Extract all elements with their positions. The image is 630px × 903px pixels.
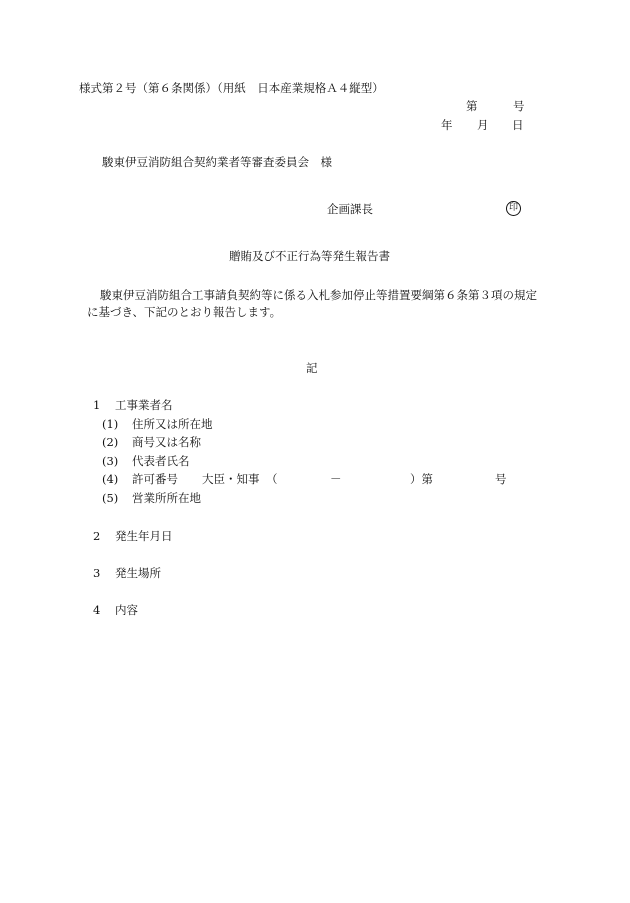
item-1-number: 1 — [93, 398, 101, 412]
sub-item-2-label: 商号又は名称 — [132, 435, 201, 449]
sub-item-4-label: 許可番号 — [132, 472, 178, 486]
sub-item-5-label: 営業所所在地 — [132, 491, 201, 505]
number-dai: 第 — [466, 99, 478, 113]
sender-title: 企画課長 — [327, 202, 373, 216]
sub-item-2-number: (2) — [102, 435, 119, 449]
item-3-number: 3 — [93, 566, 101, 580]
ki-label: 記 — [306, 361, 318, 375]
item-4-number: 4 — [93, 603, 101, 617]
body-line-2: に基づき、下記のとおり報告します。 — [87, 305, 282, 319]
item-1-label: 工事業者名 — [115, 398, 173, 412]
sub-item-4-go: 号 — [495, 472, 507, 486]
number-go: 号 — [513, 99, 525, 113]
sub-item-4-close-dai: ）第 — [410, 472, 433, 486]
sub-item-5-number: (5) — [102, 491, 119, 505]
sub-item-3-number: (3) — [102, 454, 119, 468]
seal-mark: 印 — [506, 201, 521, 216]
form-label: 様式第２号（第６条関係）（用紙 日本産業規格Ａ４縦型） — [79, 81, 384, 95]
sub-item-4-dash: － — [330, 472, 342, 486]
item-3-label: 発生場所 — [115, 566, 161, 580]
addressee: 駿東伊豆消防組合契約業者等審査委員会 様 — [102, 155, 332, 169]
item-2-number: 2 — [93, 529, 101, 543]
item-4-label: 内容 — [115, 603, 138, 617]
date-year: 年 — [441, 118, 453, 132]
sub-item-4-open-paren: （ — [266, 472, 278, 486]
date-month: 月 — [477, 118, 489, 132]
sub-item-1-label: 住所又は所在地 — [132, 417, 213, 431]
sub-item-1-number: (1) — [102, 417, 119, 431]
sub-item-3-label: 代表者氏名 — [132, 454, 190, 468]
date-day: 日 — [512, 118, 524, 132]
item-2-label: 発生年月日 — [115, 529, 173, 543]
sub-item-4-minister: 大臣・知事 — [202, 472, 260, 486]
body-line-1: 駿東伊豆消防組合工事請負契約等に係る入札参加停止等措置要綱第６条第３項の規定 — [100, 288, 537, 302]
sub-item-4-number: (4) — [102, 472, 119, 486]
document-title: 贈賄及び不正行為等発生報告書 — [229, 249, 390, 263]
